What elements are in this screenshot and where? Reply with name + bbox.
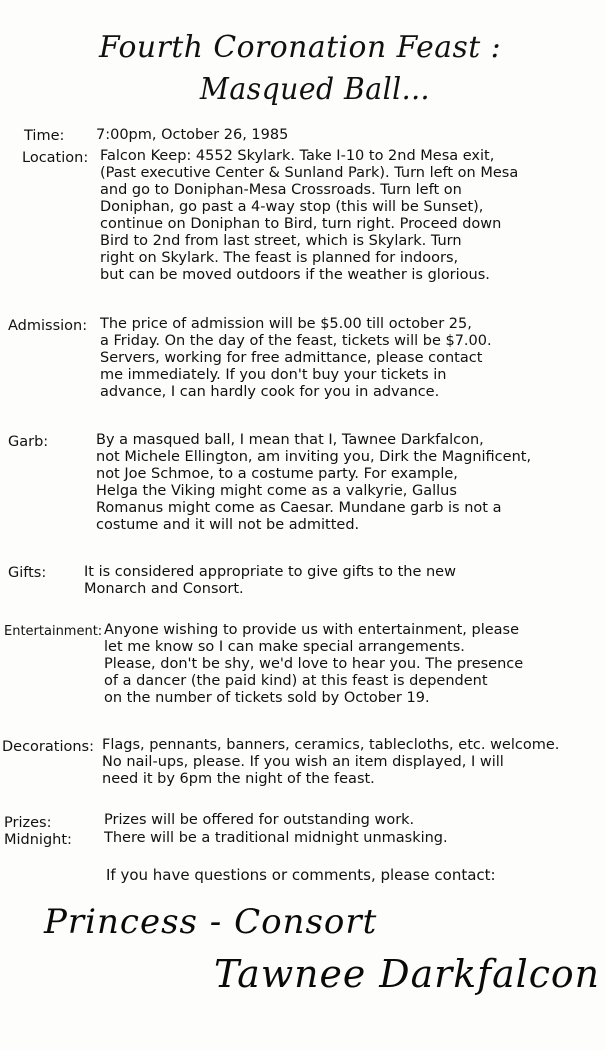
location-label: Location: [22, 150, 89, 166]
time-text [96, 127, 288, 144]
admission-line: The price of admission will be $5.00 till october 25, [100, 316, 472, 332]
admission-line: Servers, working for free admittance, please contact [100, 350, 483, 366]
location-line: right on Skylark. The feast is planned for indoors, [100, 250, 459, 266]
title-line-1: Fourth Coronation Feast : [98, 30, 502, 65]
admission-line: a Friday. On the day of the feast, tickets will be $7.00. [100, 333, 492, 349]
gifts-label: Gifts: [8, 565, 47, 581]
midnight-text [104, 830, 448, 847]
entertainment-line: of a dancer (the paid kind) at this feast is dependent [104, 673, 488, 689]
admission-line: advance, I can hardly cook for you in advance. [100, 384, 440, 400]
garb-line: costume and it will not be admitted. [96, 517, 360, 533]
contact-line: If you have questions or comments, please contact: [106, 866, 496, 884]
decorations-text [102, 737, 559, 788]
garb-text [96, 432, 531, 534]
location-line: (Past executive Center & Sunland Park). Turn left on Mesa [100, 165, 519, 181]
decorations-line: Flags, pennants, banners, ceramics, tablecloths, etc. welcome. [102, 737, 560, 753]
gifts-text [84, 564, 456, 598]
location-line: continue on Doniphan to Bird, turn right. Proceed down [100, 216, 502, 232]
midnight-label: Midnight: [4, 832, 72, 848]
decorations-line: need it by 6pm the night of the feast. [102, 771, 375, 787]
time-line: 7:00pm, October 26, 1985 [96, 127, 289, 143]
location-line: Bird to 2nd from last street, which is Skylark. Turn [100, 233, 462, 249]
location-line: Falcon Keep: 4552 Skylark. Take I-10 to 2nd Mesa exit, [100, 148, 495, 164]
location-line: Doniphan, go past a 4-way stop (this will be Sunset), [100, 199, 484, 215]
garb-line: Romanus might come as Caesar. Mundane garb is not a [96, 500, 502, 516]
title-line-2: Masqued Ball... [199, 72, 430, 107]
location-line: and go to Doniphan-Mesa Crossroads. Turn left on [100, 182, 462, 198]
time-label: Time: [24, 128, 65, 144]
prizes-label: Prizes: [4, 815, 52, 831]
entertainment-line: let me know so I can make special arrangements. [104, 639, 465, 655]
entertainment-label: Entertainment: [4, 624, 103, 639]
gifts-line: It is considered appropriate to give gifts to the new [84, 564, 456, 580]
entertainment-line: on the number of tickets sold by October 19. [104, 690, 430, 706]
garb-line: Helga the Viking might come as a valkyrie, Gallus [96, 483, 457, 499]
garb-line: not Joe Schmoe, to a costume party. For example, [96, 466, 458, 482]
prizes-text [104, 812, 414, 829]
midnight-line: There will be a traditional midnight unmasking. [104, 830, 448, 846]
decorations-label: Decorations: [2, 739, 94, 755]
admission-text [100, 316, 492, 401]
garb-line: not Michele Ellington, am inviting you, Dirk the Magnificent, [96, 449, 532, 465]
admission-label: Admission: [8, 318, 88, 334]
garb-line: By a masqued ball, I mean that I, Tawnee Darkfalcon, [96, 432, 484, 448]
gifts-line: Monarch and Consort. [84, 581, 244, 597]
location-text [100, 148, 518, 284]
signature-title: Princess - Consort [44, 902, 378, 942]
admission-line: me immediately. If you don't buy your tickets in [100, 367, 447, 383]
entertainment-text [104, 622, 523, 707]
signature-name: Tawnee Darkfalcon [214, 952, 600, 996]
garb-label: Garb: [8, 434, 49, 450]
decorations-line: No nail-ups, please. If you wish an item displayed, I will [102, 754, 504, 770]
entertainment-line: Anyone wishing to provide us with entertainment, please [104, 622, 520, 638]
entertainment-line: Please, don't be shy, we'd love to hear you. The presence [104, 656, 524, 672]
prizes-line: Prizes will be offered for outstanding work. [104, 812, 415, 828]
location-line: but can be moved outdoors if the weather is glorious. [100, 267, 490, 283]
